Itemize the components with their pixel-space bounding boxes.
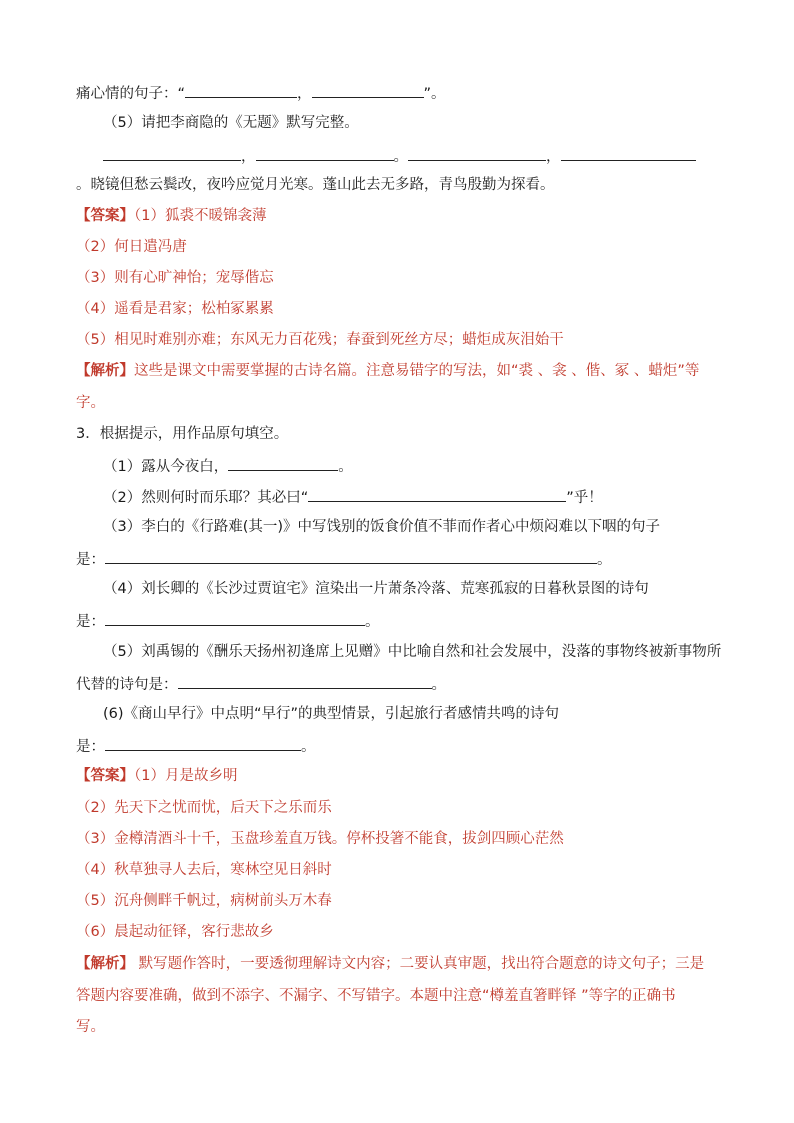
answer-blank[interactable]: [178, 673, 432, 689]
analysis-tag: 【解析】: [76, 363, 134, 379]
q3-item3-answer: 是： 。: [76, 548, 612, 570]
analysis3-line1: 【解析】 默写题作答时，一要透彻理解诗文内容；二要认真审题，找出符合题意的诗文句子；三是: [76, 956, 705, 972]
answer-blank[interactable]: [105, 735, 301, 751]
q2-item5-tail: 。晓镜但愁云鬓改，夜吟应觉月光寒。蓬山此去无多路，青鸟殷勤为探看。: [76, 177, 555, 193]
answer-blank[interactable]: [105, 548, 597, 564]
answer2-item: （5）相见时难别亦难；东风无力百花残；春蚕到死丝方尽；蜡炬成灰泪始干: [76, 332, 564, 348]
answer3-line1: 【答案】（1）月是故乡明: [76, 768, 238, 784]
q3-item3-text: （3）李白的《行路难(其一)》中写饯别的饭食价值不菲而作者心中烦闷难以下咽的句子: [103, 519, 661, 535]
q3-item4-answer: 是： 。: [76, 610, 380, 632]
answer-blank[interactable]: [312, 82, 424, 98]
analysis3-line3: 写。: [76, 1019, 105, 1035]
answer-blank[interactable]: [561, 145, 696, 161]
answer-blank[interactable]: [185, 82, 297, 98]
answer-blank[interactable]: [228, 455, 338, 471]
answer2-line1: 【答案】（1）狐裘不暖锦衾薄: [76, 208, 267, 224]
answer-blank[interactable]: [256, 145, 394, 161]
answer3-item: （5）沉舟侧畔千帆过，病树前头万木春: [76, 893, 332, 909]
answer-blank[interactable]: [308, 486, 566, 502]
answer-blank[interactable]: [105, 610, 365, 626]
q2-continuation-line: 痛心情的句子：“ ， ”。: [76, 82, 446, 104]
analysis2-line1: 【解析】这些是课文中需要掌握的古诗名篇。注意易错字的写法，如“裘 、衾 、偕、冢 、蜡炬”等: [76, 363, 700, 379]
q3-item6-text: (6)《商山早行》中点明“早行”的典型情景，引起旅行者感情共鸣的诗句: [103, 706, 560, 722]
q3-item6-answer: 是： 。: [76, 735, 316, 757]
q3-title: 3．根据提示，用作品原句填空。: [76, 426, 289, 442]
analysis-tag: 【解析】: [76, 956, 134, 972]
answer3-item: （4）秋草独寻人去后，寒林空见日斜时: [76, 862, 332, 878]
q2-item5-label: （5）请把李商隐的《无题》默写完整。: [103, 115, 359, 131]
answer2-item: （4）遥看是君家；松柏冢累累: [76, 301, 274, 317]
analysis3-line2: 答题内容要准确，做到不添字、不漏字、不写错字。本题中注意“樽羞直箸畔铎 ”等字的正确书: [76, 988, 676, 1004]
q3-item5-text: （5）刘禹锡的《酬乐天扬州初逢席上见赠》中比喻自然和社会发展中，没落的事物终被新事物所: [103, 644, 722, 660]
answer-tag: 【答案】: [76, 208, 134, 224]
analysis2-line2: 字。: [76, 395, 105, 411]
q2-item5-blanks: ， 。 ，: [103, 145, 696, 167]
q3-item1: （1）露从今夜白， 。: [103, 455, 353, 477]
answer-blank[interactable]: [408, 145, 546, 161]
q3-item2: （2）然则何时而乐耶？其必曰“ ”乎！: [103, 486, 603, 508]
answer3-item: （2）先天下之忧而忧，后天下之乐而乐: [76, 800, 332, 816]
answer2-item: （3）则有心旷神怡；宠辱偕忘: [76, 270, 274, 286]
answer2-item: （2）何日遣冯唐: [76, 239, 187, 255]
q3-item4-text: （4）刘长卿的《长沙过贾谊宅》渲染出一片萧条冷落、荒寒孤寂的日暮秋景图的诗句: [103, 581, 649, 597]
answer-blank[interactable]: [103, 145, 241, 161]
answer3-item: （6）晨起动征铎，客行悲故乡: [76, 924, 274, 940]
answer-tag: 【答案】: [76, 768, 134, 784]
answer3-item: （3）金樽清酒斗十千，玉盘珍羞直万钱。停杯投箸不能食，拔剑四顾心茫然: [76, 831, 564, 847]
q3-item5-answer: 代替的诗句是： 。: [76, 673, 446, 695]
